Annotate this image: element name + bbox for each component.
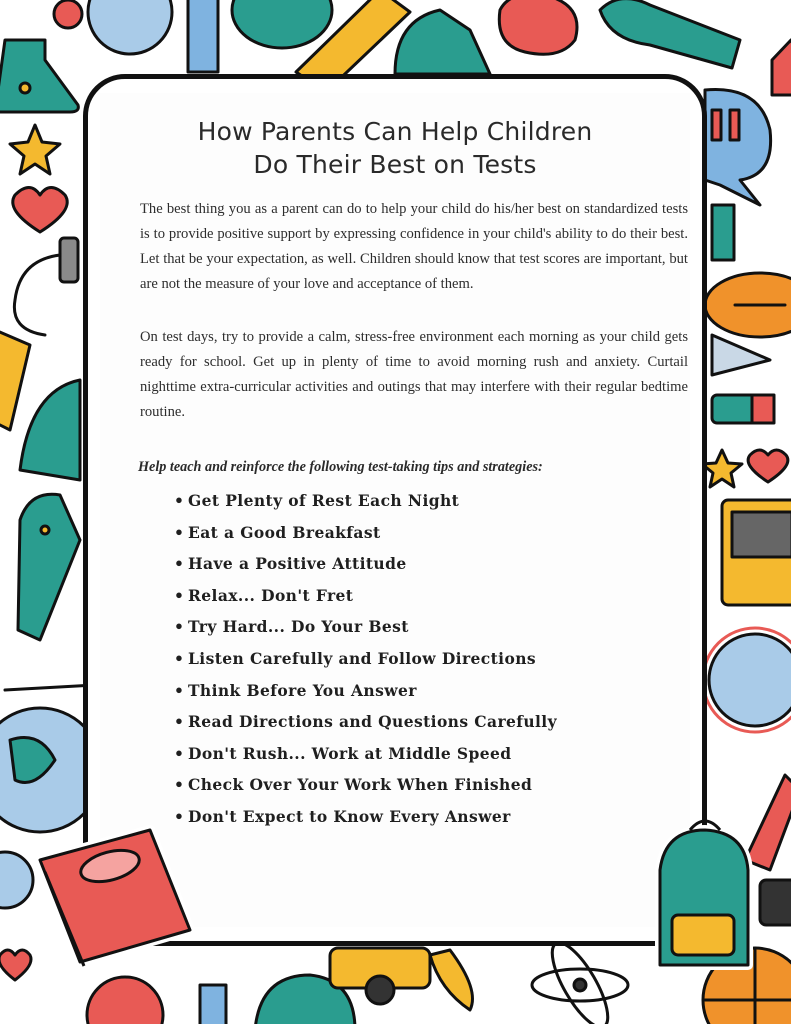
heart-icon	[13, 188, 67, 233]
star-icon	[702, 450, 742, 487]
handout-card	[83, 74, 707, 946]
binder-clip-icon	[712, 205, 734, 260]
banana-icon	[430, 950, 473, 1010]
bullet-icon: •	[174, 680, 185, 700]
bullet-icon: •	[174, 775, 185, 795]
list-item	[174, 580, 557, 612]
bullet-icon: •	[174, 554, 185, 574]
bullet-icon: •	[174, 617, 185, 637]
tips-heading: Help teach and reinforce the following test-taking tips and strategies:	[138, 459, 543, 475]
title-line-2: Do Their Best on Tests	[253, 150, 537, 179]
star-icon	[10, 125, 60, 174]
intro-paragraph: The best thing you as a parent can do to help your child do his/her best on standardized tests is to provide positive support by expressing confidence in your child's ability to do their best. Let that be your expectation, as well. Children should know that test scores are important, but are not the measure of your love and acceptance of them.	[140, 201, 688, 292]
microscope-icon	[395, 10, 490, 74]
tip-text: Try Hard... Do Your Best	[188, 617, 409, 637]
atom-icon	[532, 935, 628, 1024]
basketball-icon	[703, 948, 791, 1024]
flask-icon	[0, 40, 78, 112]
title-line-1: How Parents Can Help Children	[197, 117, 593, 146]
tip-text: Get Plenty of Rest Each Night	[188, 491, 460, 510]
marker-icon	[712, 395, 774, 423]
house-icon	[772, 40, 791, 95]
list-item	[174, 643, 557, 675]
bullet-icon: •	[174, 522, 185, 542]
protractor-icon	[20, 380, 80, 480]
bullet-icon: •	[174, 585, 185, 605]
bullet-icon: •	[174, 806, 185, 826]
pencil-icon	[200, 985, 226, 1024]
bullet-icon: •	[174, 491, 185, 510]
bullet-icon: •	[174, 743, 185, 763]
rocket-icon	[745, 775, 791, 870]
tip-text: Think Before You Answer	[188, 680, 417, 700]
bullet-icon: •	[174, 648, 185, 668]
backpack-icon	[232, 0, 332, 48]
tip-text: Eat a Good Breakfast	[188, 522, 381, 542]
list-item	[174, 801, 557, 833]
list-item	[174, 675, 557, 707]
tip-text: Check Over Your Work When Finished	[188, 775, 533, 795]
list-item	[174, 611, 557, 643]
alarm-clock-icon	[54, 0, 172, 54]
tip-text: Listen Carefully and Follow Directions	[188, 648, 536, 668]
tip-text: Don't Rush... Work at Middle Speed	[188, 743, 512, 763]
list-item	[174, 738, 557, 770]
test-day-paragraph: On test days, try to provide a calm, stress-free environment each morning as your child gets ready for school. Get up in plenty of time to avoid morning rush and anxiety. Curtail nighttime extra-curricular activities and outings that may interfere with their regular bedtime routine.	[140, 329, 688, 420]
list-item	[174, 517, 557, 549]
list-item	[174, 548, 557, 580]
speech-bubble-icon	[705, 90, 771, 206]
tip-text: Read Directions and Questions Carefully	[188, 712, 558, 732]
football-icon	[705, 273, 791, 337]
flask-icon	[600, 0, 740, 68]
alarm-clock-icon	[703, 628, 791, 732]
apple-icon	[499, 0, 577, 54]
binoculars-icon	[760, 880, 791, 925]
tip-text: Don't Expect to Know Every Answer	[188, 806, 511, 826]
tip-text: Relax... Don't Fret	[188, 585, 354, 605]
paper-plane-icon	[712, 335, 770, 375]
tips-list	[174, 485, 557, 833]
heart-icon	[0, 950, 31, 980]
ruler-icon	[0, 330, 30, 430]
page-title	[100, 115, 690, 181]
list-item	[174, 769, 557, 801]
handout-page	[100, 93, 690, 927]
tip-text: Have a Positive Attitude	[188, 554, 407, 574]
pencil-icon	[188, 0, 218, 72]
tablet-icon	[722, 500, 791, 605]
alarm-clock-icon	[87, 977, 163, 1024]
bullet-icon: •	[174, 712, 185, 732]
list-item	[174, 706, 557, 738]
heart-icon	[748, 450, 788, 482]
plug-icon	[14, 238, 78, 335]
list-item	[174, 485, 557, 517]
test-tube-icon	[18, 494, 80, 640]
planet-icon	[0, 852, 33, 908]
